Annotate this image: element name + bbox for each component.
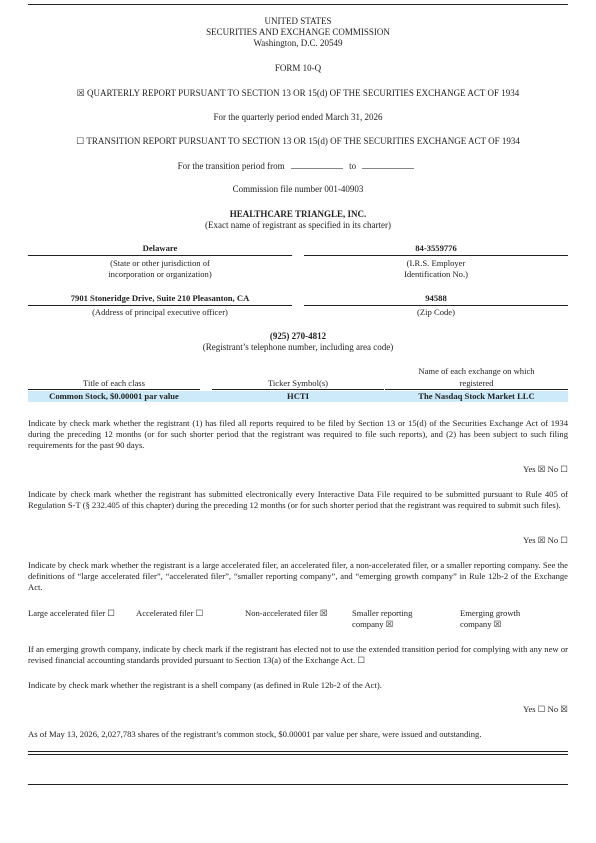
table-row-ticker: HCTI — [287, 391, 309, 401]
emerging-growth-company-1: Emerging growth — [460, 608, 521, 618]
top-rule — [28, 4, 568, 5]
interactive-data-answer: Yes ☒ No ☐ — [523, 535, 568, 545]
table-header-title: Title of each class — [83, 378, 145, 388]
zip-value: 94588 — [425, 293, 447, 303]
filed-reports-question: Indicate by check mark whether the registrant (1) has filed all reports required to be filed by Section 13 or 15(d) of the Securities Exchange Act of 1934 during the preceding 12 months (or for such shorter period that the registrant was required to file such reports), and (2) has been subject to such filing requirements for the past 90 days. — [28, 418, 568, 450]
table-row-title: Common Stock, $0.00001 par value — [49, 391, 179, 401]
transition-report-text: TRANSITION REPORT PURSUANT TO SECTION 13 OR 15(d) OF THE SECURITIES EXCHANGE ACT OF 1934 — [86, 136, 520, 146]
large-accelerated-filer: Large accelerated filer ☐ — [28, 608, 115, 618]
filed-reports-answer: Yes ☒ No ☐ — [523, 464, 568, 474]
table-header-exchange-1: Name of each exchange on which — [418, 366, 535, 376]
bottom-rule — [28, 784, 568, 785]
state-caption-1: (State or other jurisdiction of — [110, 258, 210, 268]
transition-period — [28, 160, 568, 172]
form-title: FORM 10-Q — [274, 63, 322, 73]
non-accelerated-filer: Non-accelerated filer ☒ — [245, 608, 328, 618]
transition-checkbox: ☐ — [76, 136, 85, 146]
transition-from-blank — [291, 160, 343, 169]
bottom-double-rule-2 — [28, 754, 568, 755]
state-underline — [28, 255, 292, 256]
quarterly-checkbox: ☒ — [76, 88, 85, 98]
transition-report-line — [28, 136, 568, 147]
emerging-growth-company-2: company ☒ — [460, 619, 502, 629]
commission-file-number: Commission file number 001-40903 — [232, 184, 364, 194]
ein-value: 84-3559776 — [415, 243, 457, 253]
shell-company-answer: Yes ☐ No ☒ — [523, 704, 568, 714]
registrant-phone-caption: (Registrant’s telephone number, including area code) — [202, 342, 394, 352]
transition-period-from: For the transition period from — [177, 161, 285, 171]
shares-outstanding: As of May 13, 2026, 2,027,783 shares of the registrant’s common stock, $0.00001 par value per share, were issued and outstanding. — [28, 729, 482, 739]
address-value: 7901 Stoneridge Drive, Suite 210 Pleasanton, CA — [70, 293, 250, 303]
table-header-ticker: Ticker Symbol(s) — [267, 378, 329, 388]
table-header-rule-exchange — [385, 389, 568, 390]
header-commission: SECURITIES AND EXCHANGE COMMISSION — [206, 27, 390, 37]
emerging-election-question: If an emerging growth company, indicate by check mark if the registrant has elected not to use the extended transition period for complying with any new or revised financial accounting standards provided pursuant to Section 13(a) of the Exchange Act. ☐ — [28, 644, 568, 665]
ein-caption-1: (I.R.S. Employer — [406, 258, 466, 268]
filer-status-question: Indicate by check mark whether the registrant is a large accelerated filer, an accelerated filer, a non-accelerated filer, or a smaller reporting company. See the definitions of “large accelerated filer”, “accelerated filer”, “smaller reporting company”, and “emerging growth company” in Rule 12b-2 of the Exchange Act. — [28, 560, 568, 592]
header-location: Washington, D.C. 20549 — [253, 38, 343, 48]
shell-company-question: Indicate by check mark whether the registrant is a shell company (as defined in Rule 12b-2 of the Act). — [28, 680, 382, 690]
registrant-name-caption: (Exact name of registrant as specified in its charter) — [205, 220, 391, 230]
quarterly-report-line — [28, 88, 568, 99]
bottom-double-rule-1 — [28, 751, 568, 752]
quarterly-period: For the quarterly period ended March 31, 2026 — [213, 112, 383, 122]
accelerated-filer: Accelerated filer ☐ — [136, 608, 204, 618]
address-caption: (Address of principal executive officer) — [92, 307, 228, 317]
state-caption-2: incorporation or organization) — [108, 268, 212, 279]
header-united-states: UNITED STATES — [264, 16, 332, 26]
table-header-exchange-2: registered — [459, 378, 494, 388]
transition-to-blank — [362, 160, 414, 169]
table-row-exchange: The Nasdaq Stock Market LLC — [418, 391, 535, 401]
smaller-reporting-company-1: Smaller reporting — [352, 608, 413, 618]
quarterly-report-text: QUARTERLY REPORT PURSUANT TO SECTION 13 OR 15(d) OF THE SECURITIES EXCHANGE ACT OF 1934 — [87, 88, 520, 98]
zip-caption: (Zip Code) — [417, 307, 455, 317]
state-value: Delaware — [142, 243, 178, 253]
ein-caption-2: Identification No.) — [404, 268, 468, 279]
table-header-rule-title — [28, 389, 200, 390]
table-header-rule-ticker — [212, 389, 384, 390]
ein-underline — [304, 255, 568, 256]
zip-underline — [304, 305, 568, 306]
registrant-name: HEALTHCARE TRIANGLE, INC. — [229, 209, 367, 219]
address-underline — [28, 305, 292, 306]
registrant-phone: (925) 270-4812 — [269, 331, 327, 341]
smaller-reporting-company-2: company ☒ — [352, 619, 394, 629]
interactive-data-question: Indicate by check mark whether the registrant has submitted electronically every Interactive Data File required to be submitted pursuant to Rule 405 of Regulation S-T (§ 232.405 of this chapter) during the preceding 12 months (or for such shorter period that the registrant was required to submit such files). — [28, 489, 568, 510]
transition-period-to: to — [349, 161, 357, 171]
